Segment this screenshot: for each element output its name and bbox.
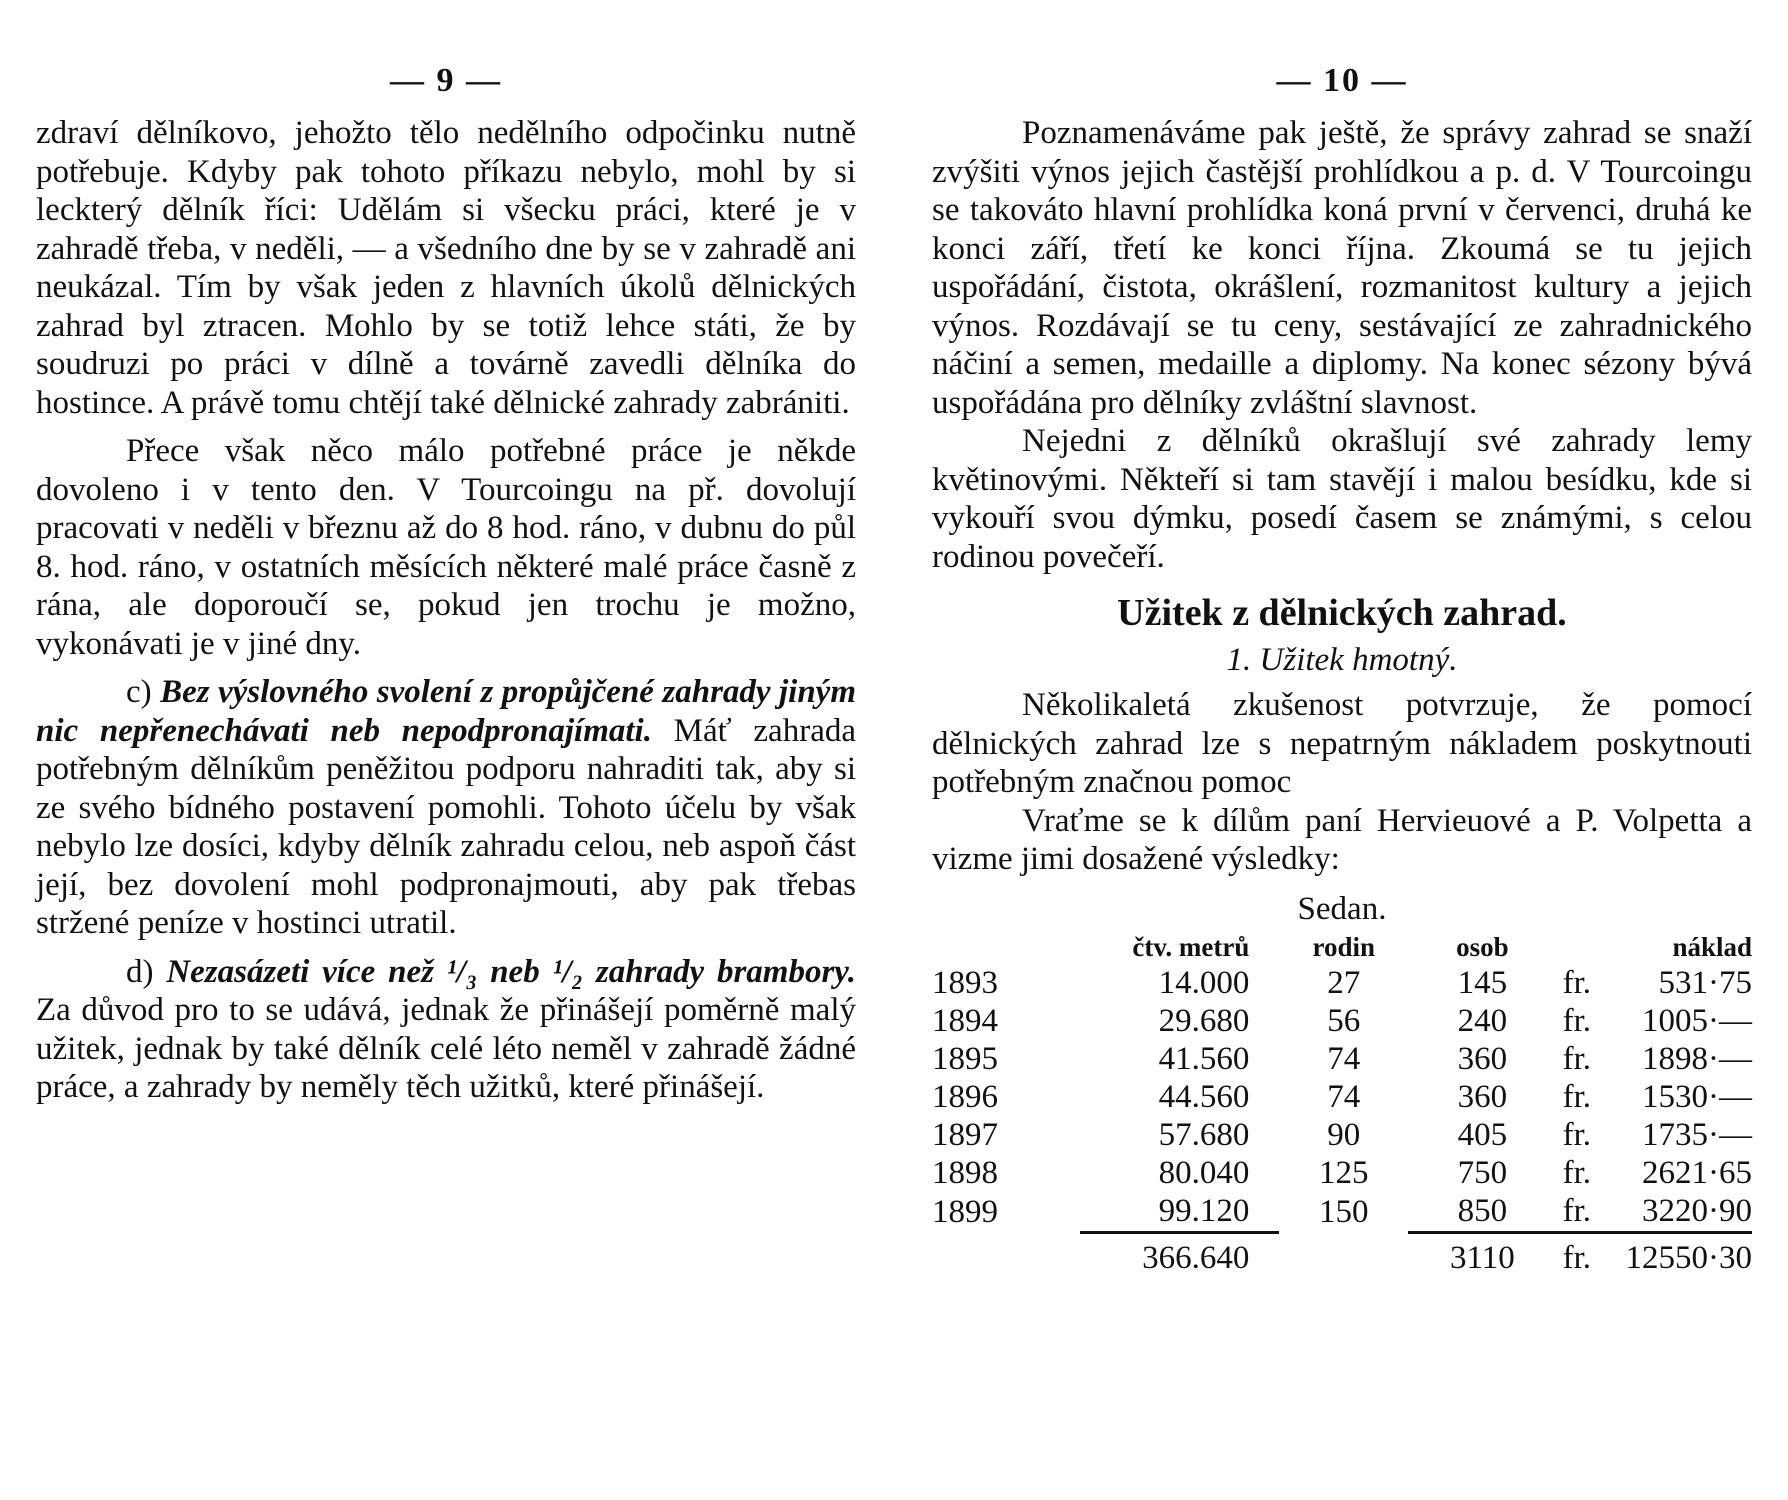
table-body (932, 965, 1752, 1278)
cell-currency: fr. (1562, 1041, 1592, 1077)
cell-area: 14.000 (1158, 965, 1250, 1001)
cell-families: 74 (1327, 1041, 1361, 1077)
cell-families: 150 (1318, 1193, 1369, 1230)
cell-year: 1894 (932, 1003, 998, 1039)
cell-currency: fr. (1562, 1155, 1592, 1191)
paragraph-text: Máť zahrada potřebným dělníkům peněžitou podporu nahraditi tak, aby si ze svého bídného postavení pomohli. Tohoto účelu by však nebylo lze dosíci, kdyby dělník zahradu celou, neb aspoň část její, bez dovolení mohl podpronajmouti, aby pak třebas stržené peníze v hostinci utratil. (36, 712, 856, 941)
cell-year: 1896 (932, 1079, 998, 1115)
paragraph: Poznamenáváme pak ještě, že správy zahrad se snaží zvýšiti výnos jejich častější prohlídkou a p. d. V Tourcoingu se takováto hlavní prohlídka koná první v červenci, druhá ke konci září, třetí ke konci října. Zkoumá se tu jejich uspořádání, čistota, okrášlení, rozmanitost kultury a jejich výnos. Rozdávají se tu ceny, sestávající ze zahradnického náčiní a semen, medaille a diplomy. Na konec sézony bývá uspořádána pro dělníky zvláštní slavnost. (932, 115, 1752, 421)
statistics-table (932, 931, 1752, 1278)
cell-year: 1893 (932, 965, 998, 1001)
cell-currency: fr. (1562, 1117, 1592, 1153)
paragraph: Několikaletá zkušenost potvrzuje, že pomocí dělnických zahrad lze s nepatrným nákladem poskytnouti potřebným značnou pomoc (932, 687, 1752, 800)
cell-area: 57.680 (1158, 1117, 1250, 1153)
cell-cost: 2621·65 (1642, 1155, 1752, 1191)
cell-empty (1279, 1232, 1408, 1278)
header-cost: náklad (1672, 932, 1752, 962)
table-header-row (932, 931, 1752, 965)
header-currency (1557, 931, 1622, 965)
paragraph: Nejedni z dělníků okrašlují své zahrady lemy květinovými. Někteří si tam stavějí i malou besídku, kde si vykouří svou dýmku, posedí časem se známými, s celou rodinou povečeří. (932, 423, 1752, 575)
header-families: rodin (1312, 932, 1375, 962)
cell-families: 56 (1327, 1003, 1361, 1039)
total-persons: 3110 (1408, 1232, 1556, 1278)
item-letter: c) (126, 674, 161, 710)
total-currency: fr. (1557, 1232, 1622, 1278)
cell-area: 41.560 (1158, 1041, 1250, 1077)
paragraph-d (36, 953, 856, 1107)
right-page-body (932, 114, 1752, 576)
header-area: čtv. metrů (1132, 932, 1250, 962)
paragraph: zdraví dělníkovo, jehožto tělo nedělního odpočinku nutně potřebuje. Kdyby pak tohoto příkazu nebylo, mohl by si leckterý dělník říci: Udělám si všecku práci, které je v zahradě třeba, v neděli, — a všedního dne by se v zahradě ani neukázal. Tím by však jeden z hlavních úkolů dělnických zahrad byl ztracen. Mohlo by se totiž lehce státi, že by soudruzi po práci v dílně a továrně zavedli dělníka do hostince. A právě tomu chtějí také dělnické zahrady zabrániti. (36, 115, 856, 421)
table-row (932, 1041, 1752, 1079)
cell-persons: 145 (1457, 965, 1508, 1001)
cell-families: 74 (1327, 1079, 1361, 1115)
table-title: Sedan. (1297, 890, 1387, 927)
cell-empty (932, 1232, 1080, 1278)
paragraph-c (36, 673, 856, 943)
cell-area: 99.120 (1158, 1193, 1250, 1229)
header-persons: osob (1456, 932, 1509, 962)
table-row (932, 1155, 1752, 1193)
cell-currency: fr. (1562, 1079, 1592, 1115)
cell-cost: 1005·— (1642, 1003, 1752, 1039)
cell-year: 1899 (932, 1193, 998, 1230)
cell-families: 90 (1327, 1117, 1361, 1153)
right-page (932, 0, 1752, 1500)
page-number: — 9 — (390, 62, 502, 99)
cell-cost: 531·75 (1658, 965, 1752, 1001)
subsection-heading: 1. Užitek hmotný. (1226, 642, 1458, 678)
cell-families: 125 (1318, 1155, 1369, 1191)
cell-currency: fr. (1562, 1193, 1592, 1229)
cell-currency: fr. (1562, 1003, 1592, 1039)
table-row (932, 965, 1752, 1003)
left-page-body (36, 114, 856, 1107)
table-row (932, 1117, 1752, 1155)
cell-currency: fr. (1562, 965, 1592, 1001)
right-page-body-2 (932, 686, 1752, 879)
cell-area: 80.040 (1158, 1155, 1250, 1191)
cell-persons: 360 (1457, 1079, 1508, 1115)
cell-families: 27 (1327, 965, 1361, 1001)
cell-area: 29.680 (1158, 1003, 1250, 1039)
page-number: — 10 — (1276, 62, 1408, 99)
paragraph: Vraťme se k dílům paní Hervieuové a P. Volpetta a vizme jimi dosažené výsledky: (932, 802, 1752, 877)
left-page (36, 0, 856, 1500)
table-row (932, 1193, 1752, 1233)
cell-cost: 3220·90 (1642, 1193, 1752, 1229)
table-row (932, 1079, 1752, 1117)
total-area: 366.640 (1080, 1232, 1279, 1278)
cell-persons: 240 (1457, 1003, 1508, 1039)
item-letter: d) (126, 953, 167, 990)
cell-year: 1895 (932, 1041, 998, 1077)
cell-cost: 1735·— (1642, 1117, 1752, 1153)
cell-area: 44.560 (1158, 1079, 1250, 1115)
table-total-row (932, 1232, 1752, 1278)
paragraph: Přece však něco málo potřebné práce je někde dovoleno i v tento den. V Tourcoingu na př. dovolují pracovati v neděli v březnu až do 8 hod. ráno, v dubnu do půl 8. hod. ráno, v ostatních měsících některé malé práce časně z rána, ale doporoučí se, pokud jen trochu je možno, vykonávati je v jiné dny. (36, 433, 856, 662)
cell-persons: 405 (1457, 1117, 1508, 1153)
cell-persons: 850 (1457, 1193, 1508, 1229)
cell-cost: 1898·— (1642, 1041, 1752, 1077)
emphasized-rule: Bez výslovného svolení z propůjčené zahrady jiným nic nepřenechávati neb nepodpronajímati. (36, 674, 856, 749)
header-year (932, 931, 1080, 965)
cell-cost: 1530·— (1642, 1079, 1752, 1115)
cell-persons: 750 (1457, 1155, 1508, 1191)
emphasized-rule: Nezasázeti více než ¹/₃ neb ¹/₂ zahrady brambory. (166, 953, 856, 990)
paragraph-text: Za důvod pro to se udává, jednak že přinášejí poměrně malý užitek, jednak by také dělník celé léto neměl v zahradě žádné práce, a zahrady by neměly těch užitků, které přinášejí. (36, 992, 856, 1105)
section-heading: Užitek z dělnických zahrad. (1117, 592, 1567, 634)
cell-persons: 360 (1457, 1041, 1508, 1077)
cell-year: 1897 (932, 1117, 998, 1153)
table-row (932, 1003, 1752, 1041)
total-cost: 12550·30 (1622, 1232, 1752, 1278)
cell-year: 1898 (932, 1155, 998, 1191)
